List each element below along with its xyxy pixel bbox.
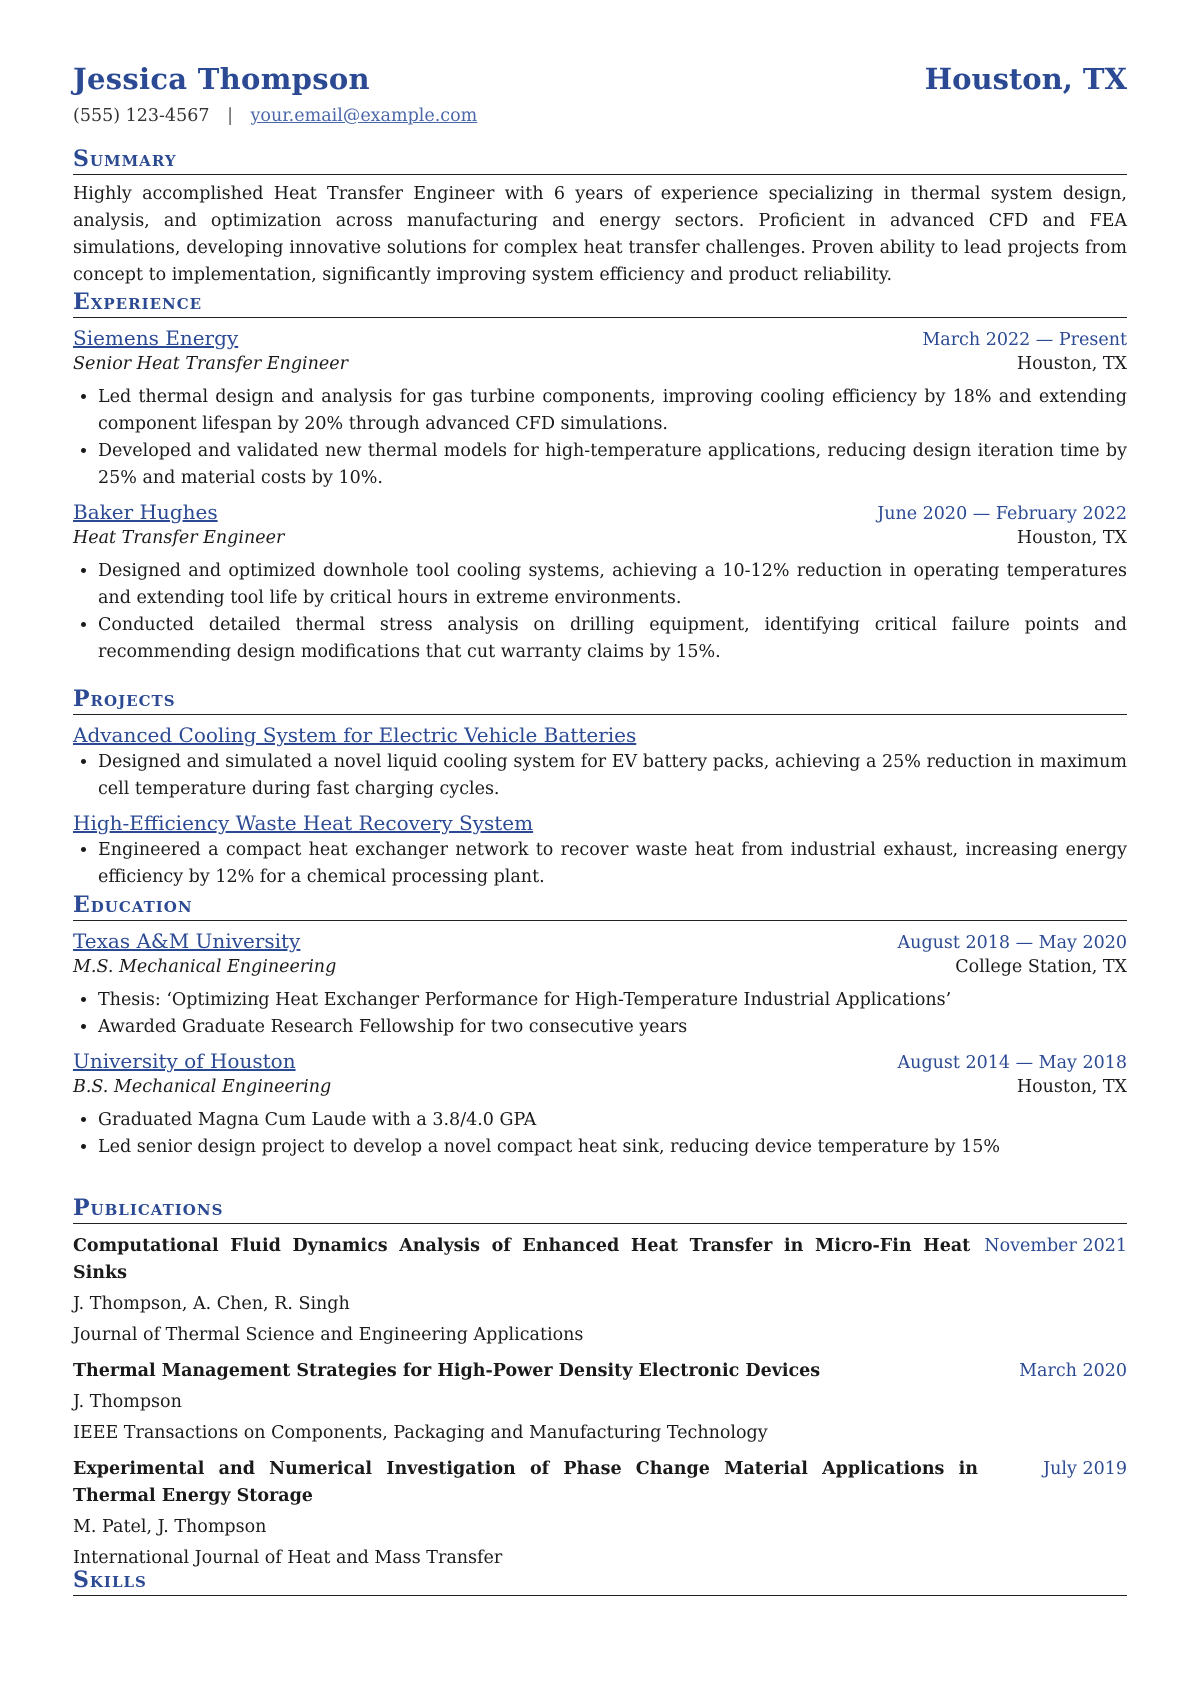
project-title-link[interactable]: High-Efficiency Waste Heat Recovery System [73, 811, 534, 835]
publication-title: Computational Fluid Dynamics Analysis of Enhanced Heat Transfer in Micro-Fin Heat Sinks [73, 1236, 971, 1283]
bullet-item: • Led thermal design and analysis for gas turbine components, improving cooling efficiency by 18% and extending component lifespan by 20% through advanced CFD simulations. [98, 384, 1127, 438]
publication-entry [73, 1456, 1127, 1572]
candidate-location: Houston, TX [924, 62, 1127, 96]
entry-dates: August 2018 — May 2020 [897, 933, 1127, 953]
job-title: Senior Heat Transfer Engineer [73, 354, 349, 374]
experience-section [73, 289, 1127, 666]
section-title-experience: Experience [73, 289, 1127, 318]
experience-entry [73, 326, 1127, 492]
publication-title: Experimental and Numerical Investigation of Phase Change Material Applications in Thermal Energy Storage [73, 1459, 978, 1506]
phone-number: (555) 123-4567 [73, 106, 210, 126]
bullet-item: • Engineered a compact heat exchanger network to recover waste heat from industrial exhaust, increasing energy efficiency by 12% for a chemical processing plant. [98, 837, 1127, 891]
section-title-education: Education [73, 892, 1127, 921]
bullet-list [73, 1107, 1127, 1161]
summary-section [73, 146, 1127, 289]
resume-header [73, 62, 1127, 126]
entry-dates: June 2020 — February 2022 [877, 504, 1127, 524]
entry-location: Houston, TX [1016, 528, 1127, 548]
bullet-list [73, 558, 1127, 666]
bullet-item: • Graduated Magna Cum Laude with a 3.8/4.0 GPA [98, 1107, 1127, 1134]
entry-location: College Station, TX [955, 957, 1127, 977]
project-title-link[interactable]: Advanced Cooling System for Electric Vehicle Batteries [73, 723, 637, 747]
skills-section [73, 1567, 1127, 1596]
bullet-list [73, 749, 1127, 803]
publication-entry [73, 1233, 1127, 1349]
section-title-skills: Skills [73, 1567, 1127, 1596]
school-link[interactable]: Texas A&M University [73, 929, 301, 953]
education-section [73, 892, 1127, 1161]
summary-text: Highly accomplished Heat Transfer Engineer with 6 years of experience specializing in thermal system design, analysis, and optimization across manufacturing and energy sectors. Proficient in advanced CFD and FEA simulations, developing innovative solutions for complex heat transfer challenges. Proven ability to lead projects from concept to implementation, significantly improving system efficiency and product reliability. [73, 184, 1127, 285]
bullet-item: • Designed and optimized downhole tool cooling systems, achieving a 10-12% reduction in operating temperatures and extending tool life by critical hours in extreme environments. [98, 558, 1127, 612]
publication-date: July 2019 [1043, 1459, 1127, 1479]
section-title-summary: Summary [73, 146, 1127, 175]
publication-authors: M. Patel, J. Thompson [73, 1517, 267, 1537]
bullet-item: • Developed and validated new thermal models for high-temperature applications, reducing design iteration time by 25% and material costs by 10%. [98, 438, 1127, 492]
bullet-item: • Awarded Graduate Research Fellowship for two consecutive years [98, 1014, 1127, 1041]
school-link[interactable]: University of Houston [73, 1049, 296, 1073]
publication-venue: International Journal of Heat and Mass Transfer [73, 1548, 503, 1568]
section-title-publications: Publications [73, 1195, 1127, 1224]
publication-entry [73, 1358, 1127, 1447]
bullet-item: • Thesis: ‘Optimizing Heat Exchanger Performance for High-Temperature Industrial Applications’ [98, 987, 1127, 1014]
section-title-projects: Projects [73, 686, 1127, 715]
publication-authors: J. Thompson, A. Chen, R. Singh [73, 1294, 350, 1314]
job-title: Heat Transfer Engineer [73, 528, 285, 548]
project-entry [73, 803, 1127, 891]
projects-section [73, 686, 1127, 891]
publication-date: March 2020 [1019, 1361, 1127, 1381]
email-link[interactable]: your.email@example.com [250, 106, 478, 126]
entry-location: Houston, TX [1016, 1077, 1127, 1097]
bullet-list [73, 837, 1127, 891]
contact-separator: | [227, 106, 233, 126]
degree: B.S. Mechanical Engineering [73, 1077, 332, 1097]
bullet-item: • Led senior design project to develop a novel compact heat sink, reducing device temperature by 15% [98, 1134, 1127, 1161]
degree: M.S. Mechanical Engineering [73, 957, 337, 977]
bullet-list [73, 384, 1127, 492]
publication-authors: J. Thompson [73, 1392, 182, 1412]
entry-location: Houston, TX [1016, 354, 1127, 374]
bullet-list [73, 987, 1127, 1041]
publications-section [73, 1195, 1127, 1572]
entry-dates: March 2022 — Present [922, 330, 1127, 350]
entry-dates: August 2014 — May 2018 [897, 1053, 1127, 1073]
candidate-name: Jessica Thompson [73, 62, 370, 96]
project-entry [73, 715, 1127, 803]
bullet-item: • Conducted detailed thermal stress analysis on drilling equipment, identifying critical failure points and recommending design modifications that cut warranty claims by 15%. [98, 612, 1127, 666]
publication-venue: Journal of Thermal Science and Engineering Applications [73, 1325, 584, 1345]
publication-title: Thermal Management Strategies for High-Power Density Electronic Devices [73, 1361, 821, 1381]
contact-line [73, 106, 1127, 126]
education-entry [73, 1049, 1127, 1161]
experience-entry [73, 500, 1127, 666]
publication-venue: IEEE Transactions on Components, Packaging and Manufacturing Technology [73, 1423, 768, 1443]
employer-link[interactable]: Baker Hughes [73, 500, 218, 524]
bullet-item: • Designed and simulated a novel liquid cooling system for EV battery packs, achieving a 25% reduction in maximum cell temperature during fast charging cycles. [98, 749, 1127, 803]
publication-date: November 2021 [984, 1236, 1127, 1256]
education-entry [73, 929, 1127, 1041]
employer-link[interactable]: Siemens Energy [73, 326, 239, 350]
